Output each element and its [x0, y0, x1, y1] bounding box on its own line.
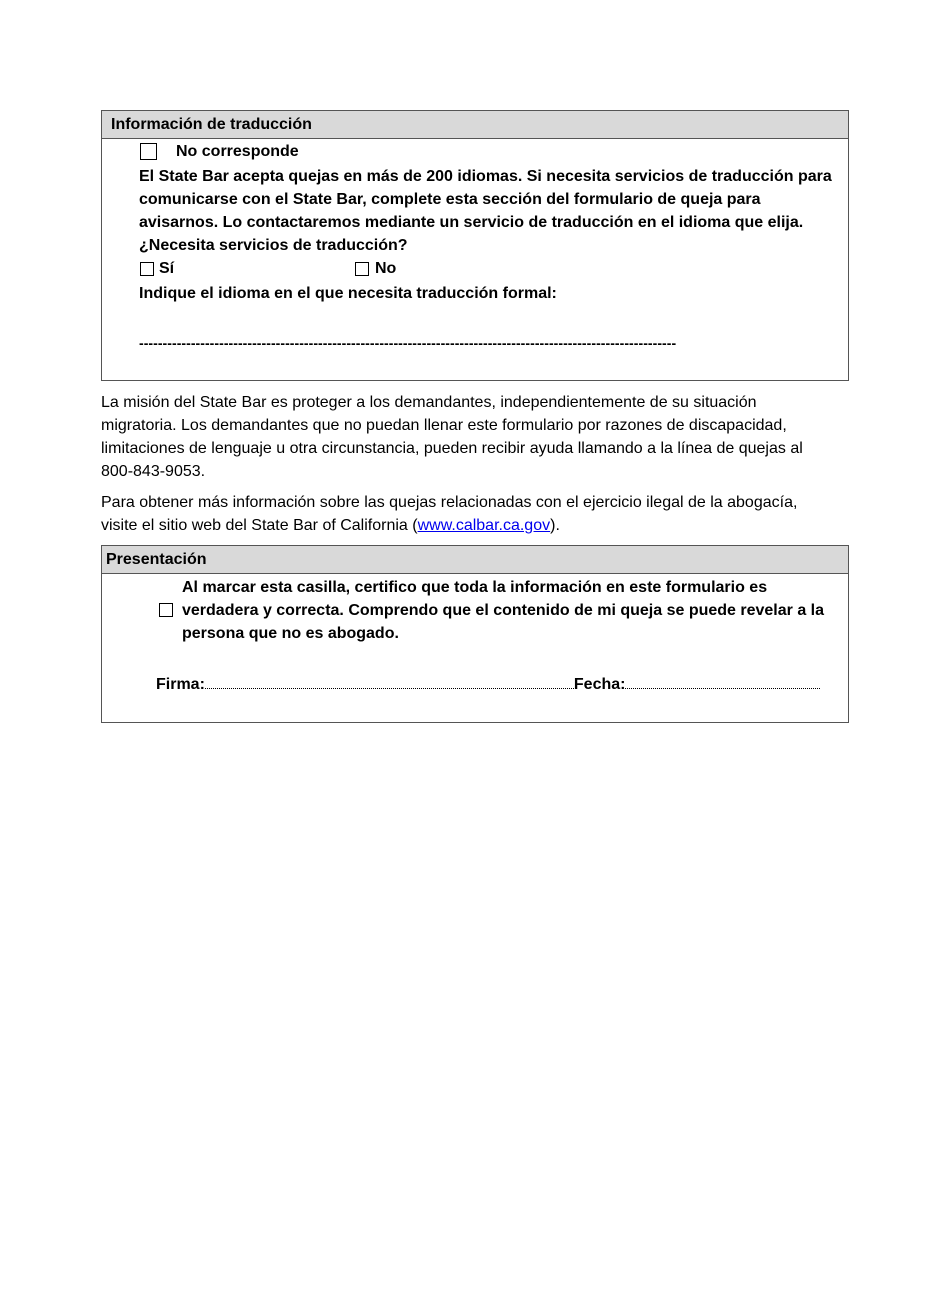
- yes-checkbox[interactable]: [140, 262, 154, 276]
- translation-description: [139, 165, 832, 257]
- info-line-suffix: ).: [550, 517, 560, 534]
- info-line-prefix: visite el sitio web del State Bar of California (: [101, 517, 418, 534]
- translation-header: Información de traducción: [102, 111, 848, 139]
- submission-section: [101, 545, 849, 723]
- signature-row: [156, 674, 820, 695]
- yes-label: Sí: [159, 260, 175, 277]
- translation-question: ¿Necesita servicios de traducción?: [139, 237, 408, 254]
- date-field[interactable]: [625, 674, 820, 689]
- mission-line: La misión del State Bar es proteger a los demandantes, independientemente de su situación: [101, 394, 757, 411]
- not-applicable-checkbox[interactable]: [140, 143, 157, 160]
- description-line: comunicarse con el State Bar, complete esta sección del formulario de queja para: [139, 191, 761, 208]
- mission-line: limitaciones de lenguaje u otra circunstancia, pueden recibir ayuda llamando a la línea de quejas al: [101, 440, 803, 457]
- certify-checkbox[interactable]: [159, 603, 173, 617]
- description-line: El State Bar acepta quejas en más de 200 idiomas. Si necesita servicios de traducción para: [139, 168, 832, 185]
- no-checkbox[interactable]: [355, 262, 369, 276]
- signature-label: Firma:: [156, 676, 205, 693]
- language-prompt: Indique el idioma en el que necesita traducción formal:: [139, 285, 557, 302]
- translation-section: [101, 110, 849, 381]
- info-line: Para obtener más información sobre las quejas relacionadas con el ejercicio ilegal de la abogacía,: [101, 494, 798, 511]
- info-line: [101, 514, 853, 537]
- certify-text: [182, 576, 824, 645]
- mission-paragraph: [101, 391, 853, 483]
- calbar-link[interactable]: www.calbar.ca.gov: [417, 517, 551, 534]
- not-applicable-label: No corresponde: [176, 143, 299, 160]
- no-label: No: [375, 260, 397, 277]
- description-line: avisarnos. Lo contactaremos mediante un servicio de traducción en el idioma que elija.: [139, 214, 804, 231]
- certify-line: verdadera y correcta. Comprendo que el contenido de mi queja se puede revelar a la: [182, 602, 824, 619]
- signature-field[interactable]: [205, 674, 574, 689]
- language-input-line[interactable]: ------------------------------------------------------------------------------------------------------------------: [139, 335, 677, 351]
- mission-line: 800-843-9053.: [101, 463, 206, 480]
- date-label: Fecha:: [573, 676, 626, 693]
- info-paragraph: [101, 491, 853, 537]
- mission-line: migratoria. Los demandantes que no puedan llenar este formulario por razones de discapacidad,: [101, 417, 787, 434]
- submission-header: Presentación: [102, 546, 848, 574]
- certify-line: persona que no es abogado.: [182, 625, 399, 642]
- certify-line: Al marcar esta casilla, certifico que toda la información en este formulario es: [182, 579, 768, 596]
